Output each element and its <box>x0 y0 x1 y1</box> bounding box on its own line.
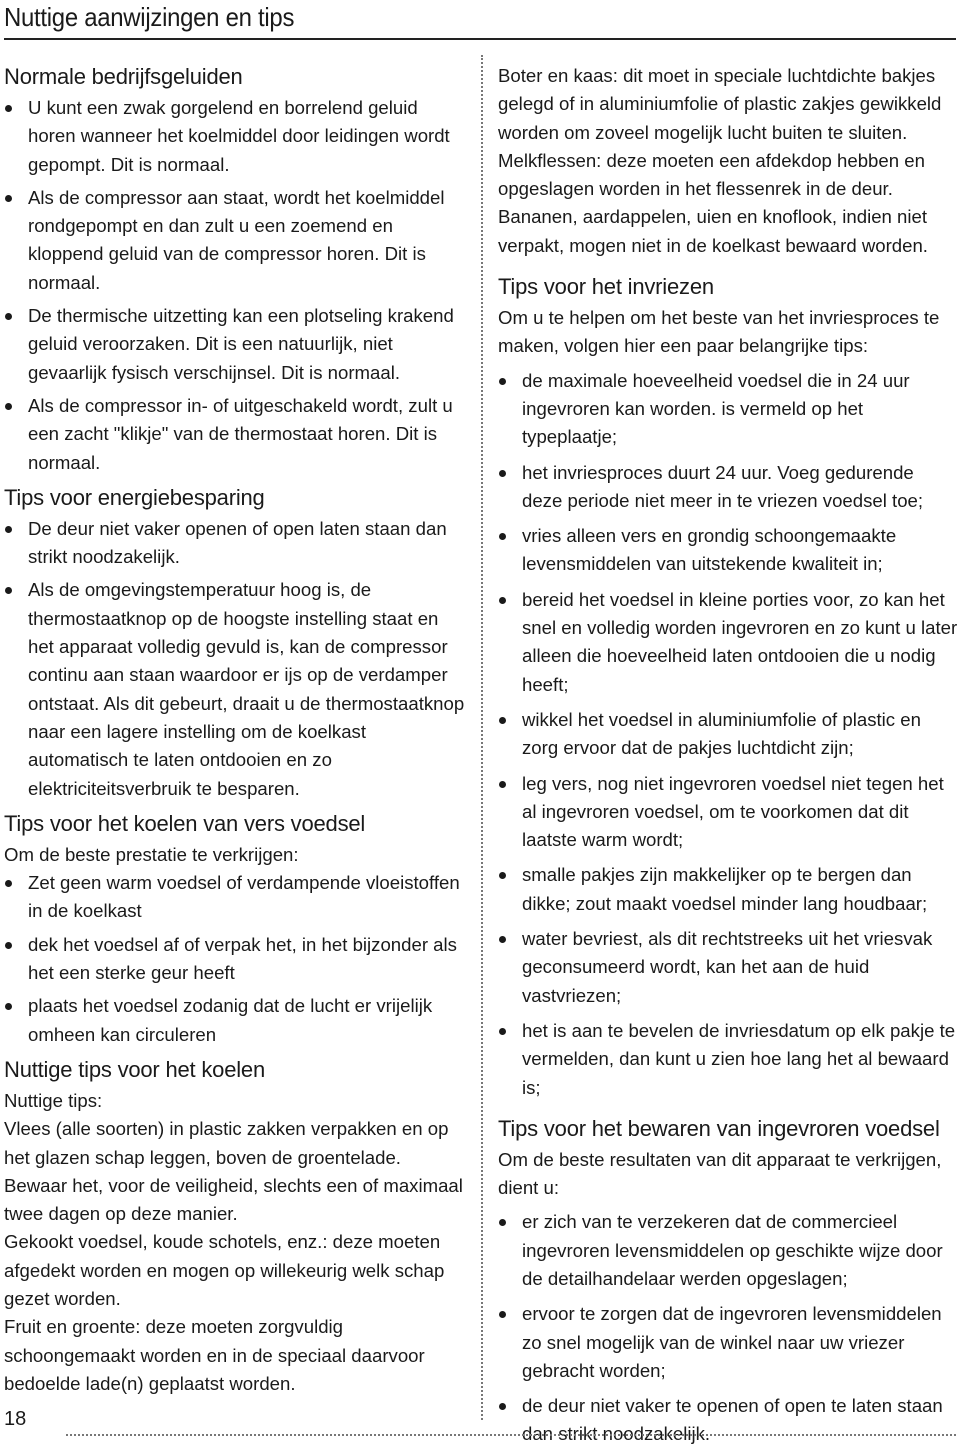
footer-rule <box>66 1434 956 1436</box>
bullet-list <box>498 367 958 1102</box>
bullet-icon <box>499 717 506 724</box>
bullet-icon <box>5 403 12 410</box>
list-item-text: Als de omgevingstemperatuur hoog is, de thermostaatknop op de hoogste instelling staat en het apparaat volledig gevuld is, kan de compressor continu aan staan waardoor er ijs op de verdamper ontstaat. Als dit gebeurt, draait u de thermostaatknop naar een lagere instelling om de koelkast automatisch te laten ontdooien en zo elektriciteitsverbruik te besparen. <box>28 579 465 799</box>
list-item-text: het is aan te bevelen de invriesdatum op elk pakje te vermelden, dan kunt u zien hoe lang het al bewaard is; <box>522 1019 956 1098</box>
paragraph: Vlees (alle soorten) in plastic zakken verpakken en op het glazen schap leggen, boven de groentelade. <box>4 1118 449 1168</box>
list-item <box>498 770 958 855</box>
paragraph: Nuttige tips: <box>4 1089 103 1111</box>
list-item <box>4 992 466 1049</box>
list-item-text: U kunt een zwak gorgelend en borrelend geluid horen wanneer het koelmiddel door leidingen wordt gepompt. Dit is normaal. <box>28 97 450 175</box>
bullet-icon <box>5 105 12 112</box>
list-item <box>498 706 958 763</box>
section-heading: Nuttige tips voor het koelen <box>4 1056 265 1082</box>
section-intro: Om de beste resultaten van dit apparaat te verkrijgen, dient u: <box>498 1148 942 1199</box>
list-item-text: water bevriest, als dit rechtstreeks uit het vriesvak geconsumeerd wordt, kan het aan de huid vastvriezen; <box>522 928 933 1006</box>
bullet-list <box>4 515 466 803</box>
page-number: 18 <box>4 1408 27 1430</box>
section-heading: Tips voor het bewaren van ingevroren voedsel <box>498 1115 940 1141</box>
page-footer <box>0 1400 960 1445</box>
bullet-icon <box>5 880 12 887</box>
column-divider <box>481 55 483 1420</box>
bullet-icon <box>499 1219 506 1226</box>
page-header <box>0 0 960 38</box>
section-heading: Normale bedrijfsgeluiden <box>4 64 243 89</box>
list-item-text: Als de compressor aan staat, wordt het koelmiddel rondgepompt en dan zult u een zoemend en kloppend geluid van de compressor horen. Dit is normaal. <box>28 186 445 293</box>
list-item <box>498 925 958 1010</box>
section-storage-notes <box>498 62 958 260</box>
list-item-text: dek het voedsel af of verpak het, in het bijzonder als het een sterke geur heeft <box>28 933 457 984</box>
list-item <box>498 367 958 452</box>
paragraph: Bewaar het, voor de veiligheid, slechts een of maximaal twee dagen op deze manier. <box>4 1174 463 1225</box>
bullet-icon <box>499 781 506 788</box>
bullet-icon <box>499 378 506 385</box>
section-useful-cooling-tips <box>4 1055 466 1398</box>
section-heading: Tips voor het koelen van vers voedsel <box>4 810 366 836</box>
bullet-icon <box>5 313 12 320</box>
bullet-icon <box>5 1003 12 1010</box>
list-item-text: vries alleen vers en grondig schoongemaakte levensmiddelen van uitstekende kwaliteit in; <box>522 525 897 575</box>
section-energy-saving-tips <box>4 483 466 803</box>
list-item <box>4 515 466 572</box>
list-item <box>498 861 958 918</box>
list-item-text: bereid het voedsel in kleine porties voor, zo kan het snel en volledig worden ingevroren en zo kunt u later alleen die hoeveelheid laten ontdooien die u nodig heeft; <box>522 588 958 695</box>
section-intro: Om de beste prestatie te verkrijgen: <box>4 843 299 865</box>
bullet-list <box>4 869 466 1049</box>
list-item-text: Als de compressor in- of uitgeschakeld wordt, zult u een zacht "klikje" van de thermostaat horen. Dit is normaal. <box>28 394 453 473</box>
list-item-text: ervoor te zorgen dat de ingevroren levensmiddelen zo snel mogelijk van de winkel naar uw vriezer gebracht worden; <box>522 1303 942 1381</box>
bullet-icon <box>5 942 12 949</box>
list-item <box>498 459 958 516</box>
list-item <box>498 522 958 579</box>
bullet-icon <box>499 1028 506 1035</box>
paragraph: Bananen, aardappelen, uien en knoflook, indien niet verpakt, mogen niet in de koelkast bewaard worden. <box>498 206 928 256</box>
list-item <box>498 586 958 699</box>
paragraph: Fruit en groente: deze moeten zorgvuldig schoongemaakt worden en in de speciaal daarvoor bedoelde lade(n) geplaatst worden. <box>4 1316 425 1394</box>
bullet-icon <box>499 470 506 477</box>
paragraph: Melkflessen: deze moeten een afdekdop hebben en opgeslagen worden in het flessenrek in de deur. <box>498 149 925 200</box>
list-item <box>4 184 466 297</box>
list-item <box>4 302 466 387</box>
bullet-icon <box>5 195 12 202</box>
list-item <box>498 1017 958 1102</box>
bullet-icon <box>499 936 506 943</box>
list-item-text: De thermische uitzetting kan een plotseling krakend geluid veroorzaken. Dit is een natuurlijk, niet gevaarlijk fysisch verschijnsel. Dit is normaal. <box>28 305 454 383</box>
bullet-icon <box>499 533 506 540</box>
section-heading: Tips voor het invriezen <box>498 274 714 300</box>
bullet-icon <box>5 587 12 594</box>
list-item-text: De deur niet vaker openen of open laten staan dan strikt noodzakelijk. <box>28 517 447 568</box>
list-item-text: de maximale hoeveelheid voedsel die in 24 uur ingevroren kan worden. is vermeld op het typeplaatje; <box>522 369 910 448</box>
list-item-text: de deur niet vaker te openen of open te laten staan dan strikt noodzakelijk. <box>522 1395 943 1445</box>
bullet-icon <box>499 872 506 879</box>
header-rule <box>4 38 956 40</box>
section-frozen-storage-tips <box>498 1114 958 1449</box>
paragraph: Gekookt voedsel, koude schotels, enz.: deze moeten afgedekt worden en mogen op willekeurig welk schap gezet worden. <box>4 1231 445 1309</box>
section-normal-operating-sounds <box>4 62 466 477</box>
list-item-text: het invriesproces duurt 24 uur. Voeg gedurende deze periode niet meer in te vriezen voedsel toe; <box>522 461 924 511</box>
section-freezing-tips <box>498 272 958 1102</box>
bullet-icon <box>499 597 506 604</box>
section-fresh-food-cooling-tips <box>4 809 466 1049</box>
list-item-text: er zich van te verzekeren dat de commercieel ingevroren levensmiddelen op geschikte wijze door de detailhandelaar werden opgeslagen; <box>522 1211 943 1289</box>
left-column <box>4 62 466 1398</box>
list-item <box>4 869 466 926</box>
list-item <box>498 1300 958 1385</box>
bullet-icon <box>5 526 12 533</box>
list-item <box>4 94 466 179</box>
list-item <box>4 392 466 477</box>
page-title: Nuttige aanwijzingen en tips <box>4 2 295 32</box>
paragraph: Boter en kaas: dit moet in speciale luchtdichte bakjes gelegd of in aluminiumfolie of plastic zakjes gewikkeld worden om zoveel mogelijk lucht buiten te sluiten. <box>498 65 942 143</box>
bullet-list <box>4 94 466 477</box>
list-item <box>4 931 466 988</box>
list-item <box>4 576 466 802</box>
right-column <box>498 62 958 1456</box>
list-item-text: wikkel het voedsel in aluminiumfolie of plastic en zorg ervoor dat de pakjes luchtdicht zijn; <box>522 708 921 759</box>
list-item <box>498 1208 958 1293</box>
bullet-icon <box>499 1311 506 1318</box>
section-heading: Tips voor energiebesparing <box>4 484 265 510</box>
list-item-text: Zet geen warm voedsel of verdampende vloeistoffen in de koelkast <box>28 872 460 922</box>
section-intro: Om u te helpen om het beste van het invriesproces te maken, volgen hier een paar belangrijke tips: <box>498 307 940 357</box>
list-item-text: leg vers, nog niet ingevroren voedsel niet tegen het al ingevroren voedsel, om te voorkomen dat dit laatste warm wordt; <box>522 772 944 851</box>
list-item-text: plaats het voedsel zodanig dat de lucht er vrijelijk omheen kan circuleren <box>28 995 433 1045</box>
list-item-text: smalle pakjes zijn makkelijker op te bergen dan dikke; zout maakt voedsel minder lang houdbaar; <box>522 864 928 914</box>
